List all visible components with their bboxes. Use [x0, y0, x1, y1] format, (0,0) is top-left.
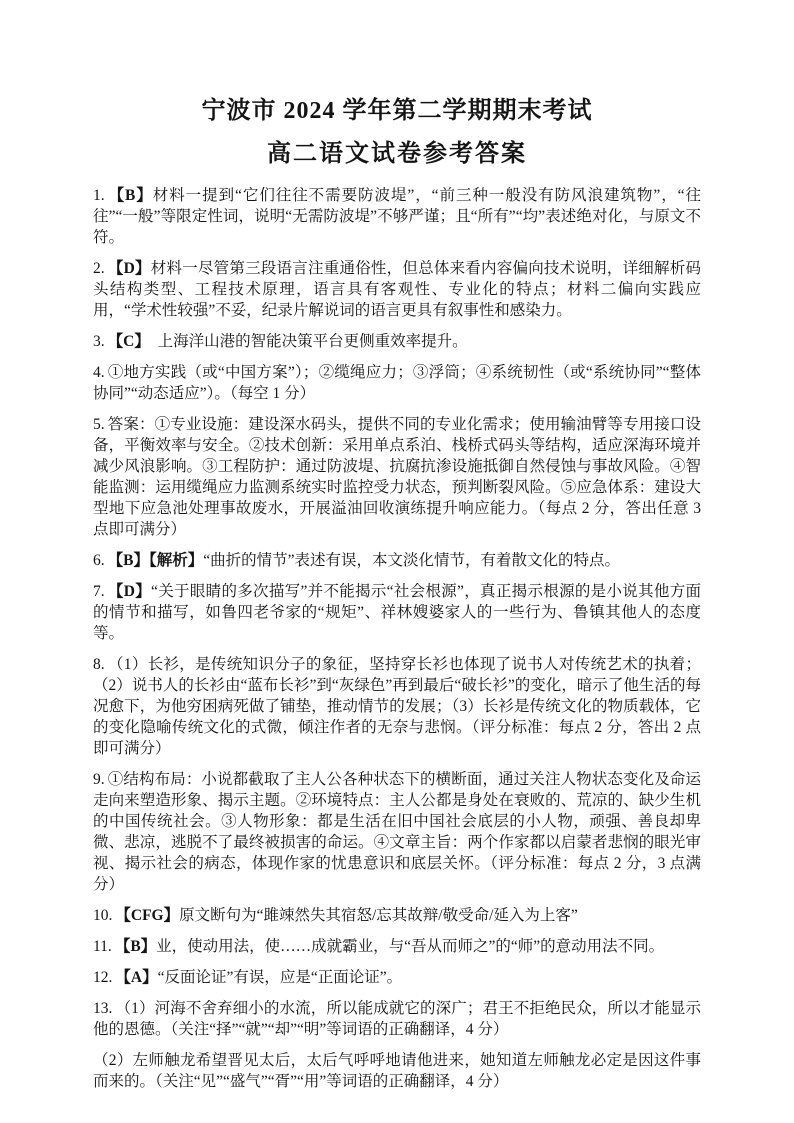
answer-text: 上海洋山港的智能决策平台更侧重效率提升。 — [142, 333, 468, 350]
answer-text: ①结构布局：小说都截取了主人公各种状态下的横断面，通过关注人物状态变化及命运走向来塑造形象、揭示主题。②环境特点：主人公都是身处在衰败的、荒凉的、缺少生机的中国传统社会。③人物形象：都是生活在旧中国社会底层的小人物，顽强、善良却卑微、悲凉，逃脱不了最终被损害的命运。④文章主旨：两个作家都以启蒙者悲悯的眼光审视、揭示社会的病态，体现作家的忧患意识和底层关怀。（评分标准：每点 2 分，3 点满分） — [93, 771, 701, 893]
answer-letter: 【B】 — [107, 187, 153, 204]
answer-text: （1）河海不舍弃细小的水流，所以能成就它的深广；君王不拒绝民众，所以才能显示他的恩德。（关注“择”“就”“却”“明”等词语的正确翻译，4 分） — [93, 1000, 701, 1038]
answer-number: 13. — [93, 1000, 113, 1017]
answer-item — [93, 905, 701, 926]
answer-number: 8. — [93, 656, 105, 673]
answer-number: 7. — [93, 583, 105, 600]
answer-number: 2. — [93, 260, 105, 277]
answer-letter: 【CFG】 — [115, 907, 180, 924]
answer-text: 材料一尽管第三段语言注重通俗性，但总体来看内容偏向技术说明，详细解析码头结构类型、工程技术原理，语言具有客观性、专业化的特点；材料二偏向实践应用，“学术性较强”不妥，纪录片解说词的语言更具有叙事性和感染力。 — [93, 260, 701, 319]
answer-text: （2）左师触龙希望晋见太后，太后气呼呼地请他进来，她知道左师触龙必定是因这件事而来的。（关注“见”“盛气”“胥”“用”等词语的正确翻译，4 分） — [93, 1052, 701, 1090]
answer-text: 答案：①专业设施：建设深水码头，提供不同的专业化需求；使用输油臂等专用接口设备，平衡效率与安全。②技术创新：采用单点系泊、栈桥式码头等结构，适应深海环境并减少风浪影响。③工程防护：通过防波堤、抗腐抗渗设施抵御自然侵蚀与事故风险。④智能监测：运用缆绳应力监测系统实时监控受力状态，预判断裂风险。⑤应急体系：建设大型地下应急池处理事故废水，开展溢油回收演练提升响应能力。（每点 2 分，答出任意 3 点即可满分） — [93, 416, 701, 538]
answer-text: ①地方实践（或“中国方案”）；②缆绳应力；③浮筒；④系统韧性（或“系统协同”“整体协同”“动态适应”）。（每空 1 分） — [93, 364, 701, 402]
answer-item — [93, 654, 701, 759]
answer-text: “曲折的情节”表述有误，本文淡化情节，有着散文化的特点。 — [203, 552, 620, 569]
answer-number: 9. — [93, 771, 105, 788]
answer-text: 业，使动用法，使……成就霸业，与“吾从而师之”的“师”的意动用法不同。 — [156, 938, 665, 955]
answer-item — [93, 581, 701, 644]
answer-letter: 【B】【解析】 — [107, 552, 204, 569]
answer-letter: 【C】 — [107, 333, 143, 350]
answer-letter: 【B】 — [114, 938, 157, 955]
answer-text: 材料一提到“它们往往不需要防波堤”，“前三种一般没有防风浪建筑物”，“往往”“一般”等限定性词，说明“无需防波堤”不够严谨；且“所有”“均”表述绝对化，与原文不符。 — [93, 187, 701, 246]
answer-item — [93, 936, 701, 957]
answer-number: 6. — [93, 552, 105, 569]
answer-item — [93, 769, 701, 895]
answer-letter: 【D】 — [107, 583, 152, 600]
answer-number: 10. — [93, 907, 113, 924]
page-title: 宁波市 2024 学年第二学期期末考试 — [201, 98, 593, 124]
answer-text: “反面论证”有误，应是“正面论证”。 — [157, 969, 403, 986]
answer-number: 12. — [93, 969, 113, 986]
answer-number: 11. — [93, 938, 112, 955]
answer-list — [93, 185, 701, 1092]
answer-item — [93, 967, 701, 988]
answer-text: 原文断句为“雎竦然失其宿怒/忘其故辩/敬受命/延入为上客” — [179, 907, 578, 924]
answer-text: （1）长衫，是传统知识分子的象征，坚持穿长衫也体现了说书人对传统艺术的执着；（2）说书人的长衫由“蓝布长衫”到“灰绿色”再到最后“破长衫”的变化，暗示了他生活的每况愈下，为他穷困病死做了铺垫，推动情节的发展；（3）长衫是传统文化的物质载体，它的变化隐喻传统文化的式微，倾注作者的无奈与悲悯。（评分标准：每点 2 分，答出 2 点即可满分） — [93, 656, 701, 757]
answer-item — [93, 185, 701, 248]
answer-item — [93, 414, 701, 540]
answer-number: 4. — [93, 364, 105, 381]
answer-text: “关于眼睛的多次描写”并不能揭示“社会根源”，真正揭示根源的是小说其他方面的情节和描写，如鲁四老爷家的“规矩”、祥林嫂婆家人的一些行为、鲁镇其他人的态度等。 — [93, 583, 701, 642]
answer-letter: 【D】 — [107, 260, 151, 277]
answer-item — [93, 362, 701, 404]
answer-number: 1. — [93, 187, 105, 204]
answer-item — [93, 550, 701, 571]
page-subtitle: 高二语文试卷参考答案 — [267, 141, 527, 167]
answer-number: 3. — [93, 333, 105, 350]
answer-item — [93, 331, 701, 352]
answer-item — [93, 258, 701, 321]
answer-letter: 【A】 — [115, 969, 158, 986]
answer-item — [93, 1050, 701, 1092]
answer-item — [93, 998, 701, 1040]
answer-number: 5. — [93, 416, 105, 433]
